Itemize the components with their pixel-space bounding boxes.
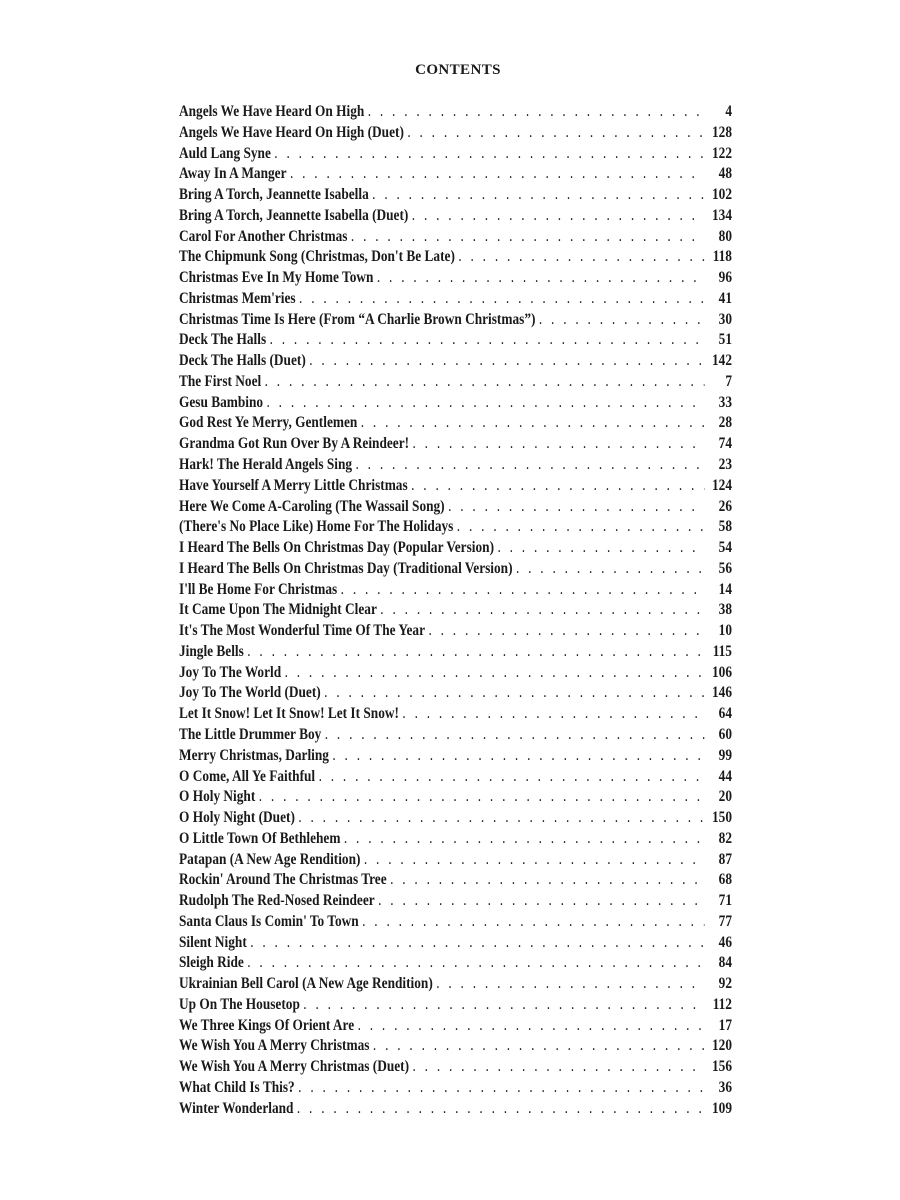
toc-entry-page: 30 [718, 310, 732, 328]
dot-leader [303, 996, 704, 1014]
toc-entry-page: 10 [718, 622, 732, 640]
dot-leader [290, 165, 705, 183]
toc-entry-title: O Holy Night (Duet) [179, 809, 295, 827]
dot-leader [250, 934, 704, 952]
toc-entry-title: Christmas Eve In My Home Town [179, 269, 374, 287]
toc-entry-page: 28 [718, 414, 732, 432]
dot-leader [344, 830, 705, 848]
toc-entry-page: 41 [718, 289, 732, 307]
toc-entry-page: 38 [718, 601, 732, 619]
toc-entry-page: 17 [718, 1016, 732, 1034]
toc-entry [179, 477, 732, 498]
toc-entry-title: Merry Christmas, Darling [179, 746, 329, 764]
toc-entry-page: 80 [718, 227, 732, 245]
toc-entry-title: Sleigh Ride [179, 954, 244, 972]
toc-entry-title: Christmas Time Is Here (From “A Charlie Brown Christmas”) [179, 310, 536, 328]
toc-entry-page: 156 [711, 1058, 732, 1076]
toc-entry-page: 118 [712, 248, 732, 266]
toc-entry [179, 290, 732, 311]
dot-leader [413, 435, 705, 453]
toc-entry-page: 124 [711, 476, 732, 494]
toc-entry-title: I'll Be Home For Christmas [179, 580, 338, 598]
toc-entry-title: I Heard The Bells On Christmas Day (Popular Version) [179, 539, 495, 557]
dot-leader [247, 954, 704, 972]
toc-entry-title: What Child Is This? [179, 1078, 295, 1096]
toc-entry-title: O Come, All Ye Faithful [179, 767, 316, 785]
toc-entry [179, 269, 732, 290]
toc-entry-page: 14 [718, 580, 732, 598]
toc-entry [179, 352, 732, 373]
toc-entry [179, 124, 732, 145]
toc-entry-page: 134 [711, 206, 732, 224]
toc-entry-page: 82 [718, 829, 732, 847]
toc-entry-page: 92 [718, 975, 732, 993]
page-title: CONTENTS [415, 62, 501, 78]
toc-entry-title: Joy To The World [179, 663, 282, 681]
dot-leader [368, 103, 705, 121]
toc-entry-title: Hark! The Herald Angels Sing [179, 456, 353, 474]
toc-entry [179, 560, 732, 581]
toc-entry-title: Patapan (A New Age Rendition) [179, 850, 361, 868]
dot-leader [372, 186, 704, 204]
dot-leader [247, 643, 704, 661]
dot-leader [324, 684, 704, 702]
toc-entry-title: Bring A Torch, Jeannette Isabella [179, 186, 369, 204]
toc-entry [179, 165, 732, 186]
toc-entry-title: (There's No Place Like) Home For The Holidays [179, 518, 454, 536]
toc-entry-page: 71 [718, 892, 732, 910]
toc-entry [179, 518, 732, 539]
dot-leader [428, 622, 704, 640]
toc-entry-page: 23 [718, 456, 732, 474]
toc-entry-page: 106 [711, 663, 732, 681]
toc-entry [179, 601, 732, 622]
toc-entry-page: 68 [718, 871, 732, 889]
toc-entry-title: Angels We Have Heard On High [179, 103, 365, 120]
toc-entry-page: 122 [711, 144, 732, 162]
toc-entry-title: Bring A Torch, Jeannette Isabella (Duet) [179, 206, 409, 224]
toc-entry [179, 830, 732, 851]
toc-entry-title: Winter Wonderland [179, 1099, 294, 1117]
dot-leader [325, 726, 705, 744]
toc-entry-page: 74 [718, 435, 732, 453]
toc-entry [179, 788, 732, 809]
dot-leader [377, 269, 705, 287]
toc-entry-page: 36 [718, 1078, 732, 1096]
toc-entry-page: 99 [718, 746, 732, 764]
toc-entry-title: O Holy Night [179, 788, 256, 806]
dot-leader [412, 207, 705, 225]
toc-entry-page: 60 [718, 725, 732, 743]
toc-entry [179, 684, 732, 705]
toc-entry-title: It's The Most Wonderful Time Of The Year [179, 622, 426, 640]
dot-leader [319, 768, 705, 786]
toc-entry-title: Silent Night [179, 933, 247, 951]
toc-entry-page: 26 [718, 497, 732, 515]
dot-leader [259, 788, 705, 806]
toc-entry [179, 664, 732, 685]
toc-entry-title: Deck The Halls (Duet) [179, 352, 306, 370]
toc-entry-page: 87 [718, 850, 732, 868]
toc-entry-title: Rudolph The Red-Nosed Reindeer [179, 892, 375, 910]
toc-entry-title: Away In A Manger [179, 165, 287, 183]
toc-entry [179, 871, 732, 892]
toc-entry [179, 1037, 732, 1058]
toc-entry [179, 1058, 732, 1079]
toc-entry-page: 51 [718, 331, 732, 349]
toc-entry-title: Here We Come A-Caroling (The Wassail Song) [179, 497, 445, 515]
toc-entry-page: 33 [718, 393, 732, 411]
dot-leader [341, 581, 705, 599]
dot-leader [361, 414, 705, 432]
toc-entry-page: 102 [711, 186, 732, 204]
dot-leader [539, 311, 705, 329]
dot-leader [332, 747, 704, 765]
dot-leader [458, 248, 704, 266]
toc-entry [179, 414, 732, 435]
dot-leader [298, 809, 704, 827]
toc-entry [179, 892, 732, 913]
toc-entry [179, 1079, 732, 1100]
dot-leader [358, 1017, 705, 1035]
dot-leader [298, 1079, 704, 1097]
toc-entry-title: Gesu Bambino [179, 393, 264, 411]
toc-entry-page: 44 [718, 767, 732, 785]
toc-entry-title: Deck The Halls [179, 331, 267, 349]
toc-entry [179, 103, 732, 124]
toc-entry [179, 643, 732, 664]
toc-entry-title: Jingle Bells [179, 642, 244, 660]
toc-entry-title: Santa Claus Is Comin' To Town [179, 912, 359, 930]
toc-entry-page: 150 [711, 809, 732, 827]
toc-entry [179, 186, 732, 207]
dot-leader [497, 539, 704, 557]
dot-leader [351, 228, 705, 246]
toc-entry [179, 954, 732, 975]
toc-entry-page: 112 [712, 995, 732, 1013]
dot-leader [373, 1037, 705, 1055]
dot-leader [411, 477, 704, 495]
toc-entry [179, 934, 732, 955]
dot-leader [356, 456, 705, 474]
toc-entry-title: Have Yourself A Merry Little Christmas [179, 476, 408, 494]
toc-entry-page: 54 [718, 539, 732, 557]
toc-entry-title: Up On The Housetop [179, 995, 300, 1013]
dot-leader [407, 124, 704, 142]
toc-entry-page: 64 [718, 705, 732, 723]
toc-entry [179, 248, 732, 269]
toc-entry-page: 146 [711, 684, 732, 702]
toc-entry-page: 128 [711, 123, 732, 141]
toc-entry [179, 145, 732, 166]
toc-entry [179, 622, 732, 643]
toc-entry-title: It Came Upon The Midnight Clear [179, 601, 377, 619]
dot-leader [378, 892, 704, 910]
dot-leader [267, 394, 705, 412]
toc-entry [179, 435, 732, 456]
dot-leader [265, 373, 705, 391]
dot-leader [270, 331, 705, 349]
toc-entry-page: 120 [711, 1037, 732, 1055]
toc-entry-title: Ukrainian Bell Carol (A New Age Rendition) [179, 975, 433, 993]
toc-entry-page: 48 [718, 165, 732, 183]
toc-entry-title: Joy To The World (Duet) [179, 684, 321, 702]
toc-entry-title: O Little Town Of Bethlehem [179, 829, 341, 847]
toc-entry-page: 142 [711, 352, 732, 370]
toc-entry-page: 7 [725, 372, 732, 390]
toc-entry [179, 228, 732, 249]
toc-entry [179, 768, 732, 789]
table-of-contents [179, 103, 732, 1121]
toc-entry [179, 311, 732, 332]
toc-entry [179, 809, 732, 830]
toc-entry [179, 331, 732, 352]
toc-entry [179, 1017, 732, 1038]
toc-entry-title: Let It Snow! Let It Snow! Let It Snow! [179, 705, 399, 723]
toc-entry [179, 975, 732, 996]
toc-entry-title: Angels We Have Heard On High (Duet) [179, 123, 404, 141]
toc-entry-title: We Three Kings Of Orient Are [179, 1016, 355, 1034]
dot-leader [380, 601, 704, 619]
toc-entry-title: The First Noel [179, 372, 262, 390]
toc-entry-title: Carol For Another Christmas [179, 227, 348, 245]
toc-entry [179, 851, 732, 872]
toc-entry-page: 20 [718, 788, 732, 806]
toc-entry-title: Grandma Got Run Over By A Reindeer! [179, 435, 410, 453]
dot-leader [390, 871, 704, 889]
toc-entry [179, 207, 732, 228]
toc-entry-title: We Wish You A Merry Christmas [179, 1037, 370, 1055]
toc-entry [179, 913, 732, 934]
dot-leader [402, 705, 704, 723]
toc-entry-page: 4 [725, 103, 732, 120]
dot-leader [362, 913, 704, 931]
toc-entry-page: 115 [712, 642, 732, 660]
toc-entry-page: 77 [718, 912, 732, 930]
dot-leader [297, 1100, 705, 1118]
dot-leader [309, 352, 704, 370]
dot-leader [516, 560, 704, 578]
toc-entry-title: The Chipmunk Song (Christmas, Don't Be Late) [179, 248, 455, 266]
toc-entry-title: God Rest Ye Merry, Gentlemen [179, 414, 358, 432]
toc-entry-page: 58 [718, 518, 732, 536]
toc-entry [179, 498, 732, 519]
toc-entry [179, 705, 732, 726]
toc-entry-page: 96 [718, 269, 732, 287]
toc-entry [179, 539, 732, 560]
dot-leader [364, 851, 705, 869]
dot-leader [436, 975, 704, 993]
dot-leader [413, 1058, 705, 1076]
toc-entry-title: I Heard The Bells On Christmas Day (Traditional Version) [179, 559, 513, 577]
dot-leader [299, 290, 704, 308]
toc-entry-page: 46 [718, 933, 732, 951]
toc-entry [179, 726, 732, 747]
toc-entry-title: We Wish You A Merry Christmas (Duet) [179, 1058, 410, 1076]
toc-entry-title: The Little Drummer Boy [179, 725, 322, 743]
toc-entry [179, 394, 732, 415]
dot-leader [285, 664, 705, 682]
toc-entry [179, 747, 732, 768]
toc-entry-title: Auld Lang Syne [179, 144, 271, 162]
dot-leader [274, 145, 704, 163]
toc-entry [179, 1100, 732, 1121]
toc-entry-page: 84 [718, 954, 732, 972]
toc-entry [179, 581, 732, 602]
toc-entry-title: Rockin' Around The Christmas Tree [179, 871, 387, 889]
toc-entry [179, 456, 732, 477]
toc-entry-title: Christmas Mem'ries [179, 289, 296, 307]
dot-leader [457, 518, 705, 536]
dot-leader [448, 498, 704, 516]
toc-entry-page: 56 [718, 559, 732, 577]
toc-entry-page: 109 [711, 1099, 732, 1117]
toc-entry [179, 373, 732, 394]
toc-entry [179, 996, 732, 1017]
